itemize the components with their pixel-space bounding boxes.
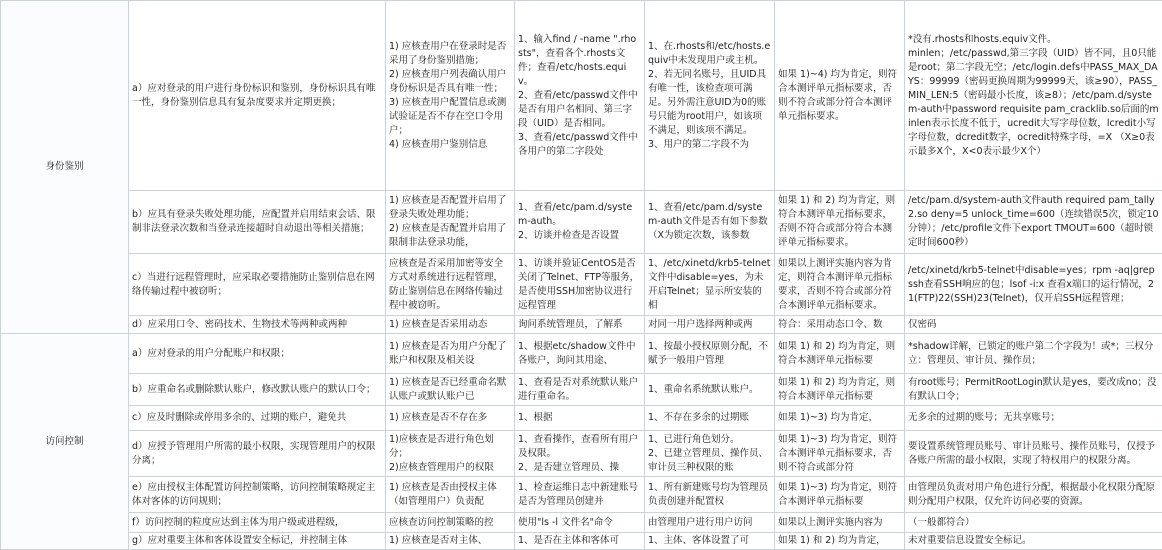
expected-text: 1、在.rhosts和/etc/hosts.equiv中未发现用户或主机。 2、若无同名账号，且UID具有唯一性，该检查项可满足。另外需注意UID为0的账号只能为root用户，如该项不满足，则该项不满足。 3、用户的第二字段不为 bbox=[648, 40, 771, 152]
check-items-cell bbox=[386, 1, 515, 191]
check-items-cell bbox=[386, 191, 515, 254]
result-text: 有root账号；PermitRootLogin默认是yes，要改成no；没有默认口令； bbox=[908, 376, 1159, 404]
expected-text: 1、重命名系统默认账户。 bbox=[648, 383, 771, 397]
judgment-text: 如果 1)~3) 均为肯定， bbox=[778, 411, 901, 425]
expected-cell bbox=[645, 477, 775, 513]
check-items-text: 应核查访问控制策略的控 bbox=[389, 516, 511, 530]
requirement-text: c）应及时删除或停用多余的、过期的账户，避免共 bbox=[132, 411, 382, 425]
result-cell bbox=[905, 374, 1162, 406]
check-items-text: 1) 应核查是否对主体、 bbox=[389, 534, 511, 548]
expected-text: 1、所有新建账号均为管理员负责创建并配置权 bbox=[648, 481, 771, 509]
procedure-cell bbox=[515, 533, 645, 550]
judgment-cell bbox=[775, 254, 905, 316]
procedure-text: 1、是否在主体和客体可 bbox=[518, 534, 641, 548]
expected-cell bbox=[645, 254, 775, 316]
result-text: （一般都符合） bbox=[908, 516, 1159, 530]
category-cell: 访问控制 bbox=[1, 334, 129, 550]
judgment-cell bbox=[775, 191, 905, 254]
procedure-text: 使用"ls -l 文件名"命令 bbox=[518, 516, 641, 530]
table-row bbox=[1, 513, 1162, 533]
result-cell bbox=[905, 334, 1162, 374]
check-items-text: 1) 应核查用户在登录时是否采用了身份鉴别措施； 2) 应核查用户列表确认用户身份标识是否具有唯一性； 3) 应核查用户配置信息或测试验证是否不存在空口令用户； 4) 应核查用户鉴别信息 bbox=[389, 40, 511, 152]
requirement-cell bbox=[129, 533, 386, 550]
table-row bbox=[1, 406, 1162, 431]
check-items-text: 1) 应核查是否为用户分配了账户和权限及相关设 bbox=[389, 340, 511, 368]
requirement-text: b）应重命名或删除默认账户，修改默认账户的默认口令； bbox=[132, 383, 382, 397]
requirement-cell bbox=[129, 191, 386, 254]
judgment-cell bbox=[775, 406, 905, 431]
requirement-text: d）应采用口令、密码技术、生物技术等两种或两种 bbox=[132, 318, 382, 332]
result-cell bbox=[905, 191, 1162, 254]
judgment-cell bbox=[775, 513, 905, 533]
result-text: 仅密码 bbox=[908, 318, 1159, 332]
judgment-cell bbox=[775, 374, 905, 406]
result-text: 无多余的过期的账号；无共享账号； bbox=[908, 411, 1159, 425]
check-items-text: 应核查是否采用加密等安全方式对系统进行远程管理，防止鉴别信息在网络传输过程中被窃听。 bbox=[389, 257, 511, 313]
result-cell bbox=[905, 316, 1162, 334]
requirement-cell bbox=[129, 513, 386, 533]
table-row bbox=[1, 533, 1162, 550]
expected-cell bbox=[645, 1, 775, 191]
judgment-text: 符合：采用动态口令、数 bbox=[778, 318, 901, 332]
result-cell bbox=[905, 533, 1162, 550]
requirement-text: a）应对登录的用户进行身份标识和鉴别，身份标识具有唯一性，身份鉴别信息具有复杂度要求并定期更换； bbox=[132, 82, 382, 110]
result-cell bbox=[905, 1, 1162, 191]
check-items-cell bbox=[386, 374, 515, 406]
expected-text: 对同一用户选择两种或两 bbox=[648, 318, 771, 332]
requirement-cell bbox=[129, 406, 386, 431]
result-text: 未对重要信息设置安全标记。 bbox=[908, 534, 1159, 548]
check-items-text: 1) 应核查是否已经重命名默认账户或默认账户已 bbox=[389, 376, 511, 404]
procedure-cell bbox=[515, 316, 645, 334]
expected-text: 1、查看/etc/pam.d/system-auth文件是否有如下参数（X为锁定次数，该参数 bbox=[648, 201, 771, 243]
judgment-cell bbox=[775, 334, 905, 374]
judgment-cell bbox=[775, 316, 905, 334]
judgment-text: 如果 1) 和 2) 均为肯定，则符合本测评单元指标要 bbox=[778, 340, 901, 368]
result-cell bbox=[905, 477, 1162, 513]
expected-cell bbox=[645, 533, 775, 550]
requirement-text: g）应对重要主体和客体设置安全标记，并控制主体 bbox=[132, 534, 382, 548]
table-row bbox=[1, 334, 1162, 374]
procedure-cell bbox=[515, 334, 645, 374]
check-items-cell bbox=[386, 254, 515, 316]
procedure-text: 1、检查运维日志中新建账号是否为管理员创建并 bbox=[518, 481, 641, 509]
requirement-cell bbox=[129, 431, 386, 477]
result-text: /etc/pam.d/system-auth文件auth required pam_tally2.so deny=5 unlock_time=600（连续错误5次，锁定10分钟）；/etc/profile文件下export TMOUT=600（超时锁定时间600秒） bbox=[908, 194, 1159, 250]
procedure-cell bbox=[515, 513, 645, 533]
judgment-text: 如果 1)~4) 均为肯定，则符合本测评单元指标要求，否则不符合或部分符合本测评单元指标要求。 bbox=[778, 68, 901, 124]
judgment-text: 如果 1)~3) 均为肯定，则符合本测评单元指标要 bbox=[778, 481, 901, 509]
requirement-cell bbox=[129, 254, 386, 316]
procedure-text: 1、查看操作，查看所有用户及权限。 2、是否建立管理员、操 bbox=[518, 433, 641, 475]
procedure-cell bbox=[515, 406, 645, 431]
check-items-cell bbox=[386, 431, 515, 477]
result-cell bbox=[905, 431, 1162, 477]
table-body bbox=[1, 1, 1162, 550]
expected-text: 1、已进行角色划分。 2、已建立管理员、操作员、审计员三种权限的账 bbox=[648, 433, 771, 475]
judgment-text: 如果 1) 和 2) 均为肯定，则符合本测评单元指标要 bbox=[778, 376, 901, 404]
result-cell bbox=[905, 513, 1162, 533]
requirement-cell bbox=[129, 316, 386, 334]
requirement-text: e）应由授权主体配置访问控制策略，访问控制策略规定主体对客体的访问规则； bbox=[132, 481, 382, 509]
check-items-cell bbox=[386, 406, 515, 431]
judgment-cell bbox=[775, 431, 905, 477]
judgment-text: 如果以上测评实施内容为肯定，则符合本测评单元指标要求，否则不符合或部分符合本测评单元指标要求。 bbox=[778, 257, 901, 313]
expected-cell bbox=[645, 191, 775, 254]
check-items-cell bbox=[386, 513, 515, 533]
result-cell bbox=[905, 254, 1162, 316]
check-items-cell bbox=[386, 533, 515, 550]
result-text: 要设置系统管理员账号、审计员账号、操作员账号，仅授予各账户所需的最小权限，实现了特权用户的权限分离。 bbox=[908, 440, 1159, 468]
expected-cell bbox=[645, 431, 775, 477]
expected-text: 1、不存在多余的过期账 bbox=[648, 411, 771, 425]
requirement-text: b）应具有登录失败处理功能，应配置并启用结束会话、限制非法登录次数和当登录连接超时自动退出等相关措施； bbox=[132, 208, 382, 236]
table-row bbox=[1, 254, 1162, 316]
procedure-text: 1、输入find / -name ".rhosts"，查看各个.rhosts文件；查看/etc/hosts.equiv。 2、查看/etc/passwd文件中是否有用户名相同、第三字段（UID）是否相同。 3、查看/etc/passwd文件中各用户的第二字段处 bbox=[518, 33, 641, 159]
check-items-cell bbox=[386, 316, 515, 334]
judgment-cell bbox=[775, 477, 905, 513]
result-cell bbox=[905, 406, 1162, 431]
requirement-cell bbox=[129, 1, 386, 191]
expected-text: 由管理用户进行用户访问 bbox=[648, 516, 771, 530]
judgment-text: 如果 1) 和 2) 均为肯定，则符合本测评单元指标要求，否则不符合或部分符合本测评单元指标要求。 bbox=[778, 194, 901, 250]
procedure-cell bbox=[515, 477, 645, 513]
expected-cell bbox=[645, 374, 775, 406]
requirement-cell bbox=[129, 477, 386, 513]
result-text: /etc/xinetd/krb5-telnet中disable=yes；rpm -aq|grep ssh查看SSH响应的包；lsof -i:x 查看x端口的运行情况，21(FTP)22(SSH)23(Telnet)，仅开启SSH远程管理； bbox=[908, 264, 1159, 306]
procedure-text: 1、访谈并验证CentOS是否关闭了Telnet、FTP等服务，是否使用SSH加密协议进行远程管理 bbox=[518, 257, 641, 313]
check-items-text: 1)应核查是否进行角色划分； 2)应核查管理用户的权限 bbox=[389, 433, 511, 475]
requirement-cell bbox=[129, 374, 386, 406]
requirement-text: c）当进行远程管理时，应采取必要措施防止鉴别信息在网络传输过程中被窃听； bbox=[132, 271, 382, 299]
expected-cell bbox=[645, 406, 775, 431]
expected-cell bbox=[645, 513, 775, 533]
check-items-text: 1) 应核查是否由授权主体（如管理用户）负责配 bbox=[389, 481, 511, 509]
check-items-text: 1) 应核查是否不存在多 bbox=[389, 411, 511, 425]
check-items-cell bbox=[386, 477, 515, 513]
check-items-text: 1) 应核查是否配置并启用了登录失败处理功能； 2) 应核查是否配置并启用了限制非法登录功能， bbox=[389, 194, 511, 250]
expected-text: 1、按最小授权原则分配，不赋予一般用户管理 bbox=[648, 340, 771, 368]
category-cell: 身份鉴别 bbox=[1, 1, 129, 334]
result-text: *没有.rhosts和hosts.equiv文件。 minlen；/etc/passwd,第三字段（UID）皆不同，且0只能是root；第二字段无空；/etc/login.defs中PASS_MAX_DAYS：99999（密码更换周期为99999天，该≥90），PASS_MIN_LEN:5（密码最小长度，该≥8）；/etc/pam.d/system-auth中password requisite pam_cracklib.so后面的minlen表示长度不低于，ucredit大写字母位数，lcredit小写字母位数，dcredit数字，ocredit特殊字母，=X （X≥0表示最多X个，X<0表示最少X个） bbox=[908, 33, 1159, 159]
table-row bbox=[1, 191, 1162, 254]
procedure-text: 1、根据etc/shadow文件中各账户，询问其用途、 bbox=[518, 340, 641, 368]
check-items-cell bbox=[386, 334, 515, 374]
judgment-text: 如果 1)~3) 均为肯定，则符合本测评单元指标要求，否则不符合或部分符 bbox=[778, 433, 901, 475]
table-row bbox=[1, 477, 1162, 513]
procedure-cell bbox=[515, 1, 645, 191]
result-text: *shadow详解，已锁定的账户第二个字段为！或*；三权分立：管理员、审计员、操作员； bbox=[908, 340, 1159, 368]
judgment-text: 如果 1) 和 2) 均为肯定， bbox=[778, 534, 901, 548]
procedure-cell bbox=[515, 431, 645, 477]
expected-cell bbox=[645, 334, 775, 374]
procedure-cell bbox=[515, 254, 645, 316]
procedure-text: 1、根据 bbox=[518, 411, 641, 425]
procedure-text: 询问系统管理员，了解系 bbox=[518, 318, 641, 332]
requirement-text: f）访问控制的粒度应达到主体为用户级或进程级， bbox=[132, 516, 382, 530]
requirement-text: a）应对登录的用户分配账户和权限； bbox=[132, 347, 382, 361]
expected-cell bbox=[645, 316, 775, 334]
procedure-text: 1、查看/etc/pam.d/system-auth。 2、访谈并检查是否设置 bbox=[518, 201, 641, 243]
table-row bbox=[1, 316, 1162, 334]
requirement-text: d）应授予管理用户所需的最小权限，实现管理用户的权限分离； bbox=[132, 440, 382, 468]
expected-text: 1、/etc/xinetd/krb5-telnet文件中disable=yes，为未开启Telnet；显示所安装的相 bbox=[648, 257, 771, 313]
judgment-cell bbox=[775, 1, 905, 191]
requirement-cell bbox=[129, 334, 386, 374]
table-row bbox=[1, 431, 1162, 477]
judgment-text: 如果以上测评实施内容为 bbox=[778, 516, 901, 530]
procedure-text: 1、查看是否对系统默认账户进行重命名。 bbox=[518, 376, 641, 404]
procedure-cell bbox=[515, 191, 645, 254]
result-text: 由管理员负责对用户角色进行分配，根据最小化权限分配原则分配用户权限，仅允许访问必要的资源。 bbox=[908, 481, 1159, 509]
check-items-text: 1) 应核查是否采用动态 bbox=[389, 318, 511, 332]
judgment-cell bbox=[775, 533, 905, 550]
procedure-cell bbox=[515, 374, 645, 406]
expected-text: 1、主体、客体设置了可 bbox=[648, 534, 771, 548]
table-row bbox=[1, 1, 1162, 191]
table-row bbox=[1, 374, 1162, 406]
